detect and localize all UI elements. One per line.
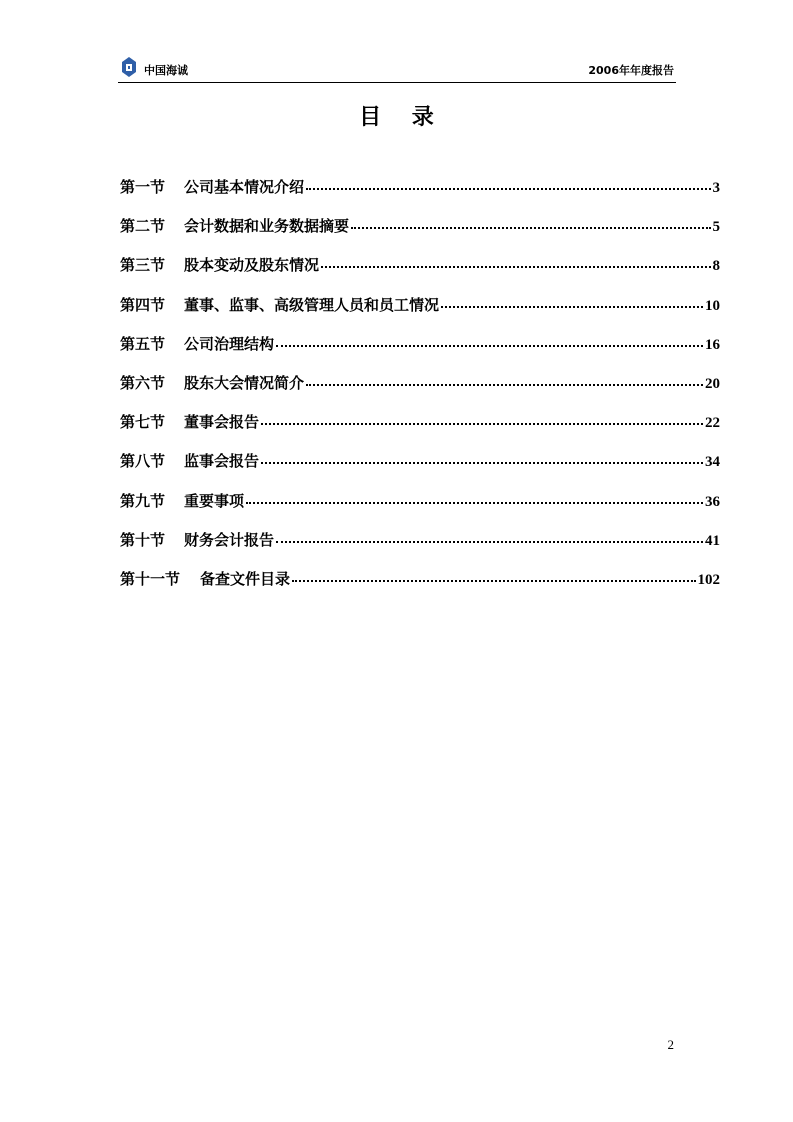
- toc-page-number: 34: [705, 454, 720, 471]
- toc-leader: [261, 411, 703, 425]
- toc-section-title: 公司治理结构: [184, 334, 275, 353]
- toc-leader: [306, 176, 710, 190]
- toc-page-number: 36: [705, 493, 720, 510]
- toc-section-number: 第八节: [120, 452, 166, 471]
- toc-section-number: 第九节: [120, 491, 166, 510]
- toc-section-number: 第三节: [120, 256, 166, 275]
- toc-section-title: 董事、监事、高级管理人员和员工情况: [184, 295, 440, 314]
- toc-section-title: 公司基本情况介绍: [184, 178, 305, 196]
- toc-leader: [321, 254, 710, 268]
- toc-section-title: 董事会报告: [184, 413, 260, 432]
- toc-row[interactable]: [120, 529, 720, 568]
- toc-page-number: 16: [705, 336, 720, 353]
- toc-section-title: 重要事项: [184, 491, 245, 510]
- toc-row[interactable]: [120, 490, 720, 529]
- toc-row[interactable]: [120, 176, 720, 215]
- toc-section-title: 会计数据和业务数据摘要: [184, 217, 350, 236]
- toc-row[interactable]: [120, 450, 720, 489]
- toc-section-number: 第一节: [120, 178, 166, 196]
- toc-section-number: 第十一节: [120, 569, 181, 588]
- toc-leader: [441, 294, 703, 308]
- toc-row[interactable]: [120, 294, 720, 333]
- toc-section-number: 第六节: [120, 373, 166, 392]
- toc-leader: [351, 215, 710, 229]
- toc-page-number: 3: [712, 180, 720, 196]
- toc-page-number: 20: [705, 375, 720, 392]
- toc-leader: [306, 372, 703, 386]
- table-of-contents: [120, 176, 720, 607]
- toc-leader: [276, 333, 703, 347]
- toc-page-number: 10: [705, 297, 720, 314]
- toc-section-number: 第十节: [120, 530, 166, 549]
- company-name: 中国海诚: [144, 64, 188, 77]
- toc-section-title: 监事会报告: [184, 452, 260, 471]
- toc-row[interactable]: [120, 411, 720, 450]
- toc-page-number: 102: [697, 571, 720, 588]
- toc-leader: [276, 529, 703, 543]
- toc-leader: [246, 490, 703, 504]
- toc-row[interactable]: [120, 254, 720, 293]
- toc-leader: [292, 568, 695, 582]
- toc-section-title: 备查文件目录: [200, 569, 291, 588]
- page-number: 2: [667, 1037, 674, 1052]
- company-logo-icon: [120, 56, 138, 80]
- toc-row[interactable]: [120, 372, 720, 411]
- toc-section-number: 第七节: [120, 413, 166, 432]
- page-header: [118, 56, 676, 83]
- toc-page-number: 8: [712, 258, 720, 275]
- toc-section-number: 第四节: [120, 295, 166, 314]
- report-title: 2006年年度报告: [588, 64, 674, 77]
- toc-row[interactable]: [120, 333, 720, 372]
- toc-row[interactable]: [120, 215, 720, 254]
- toc-page-number: 41: [705, 532, 720, 549]
- toc-section-number: 第二节: [120, 217, 166, 236]
- toc-section-number: 第五节: [120, 334, 166, 353]
- page-title: 目 录: [359, 105, 434, 130]
- toc-leader: [261, 450, 703, 464]
- toc-section-title: 财务会计报告: [184, 530, 275, 549]
- toc-row[interactable]: [120, 568, 720, 607]
- toc-section-title: 股本变动及股东情况: [184, 256, 320, 275]
- toc-page-number: 22: [705, 415, 720, 432]
- toc-page-number: 5: [712, 219, 720, 236]
- toc-section-title: 股东大会情况简介: [184, 373, 305, 392]
